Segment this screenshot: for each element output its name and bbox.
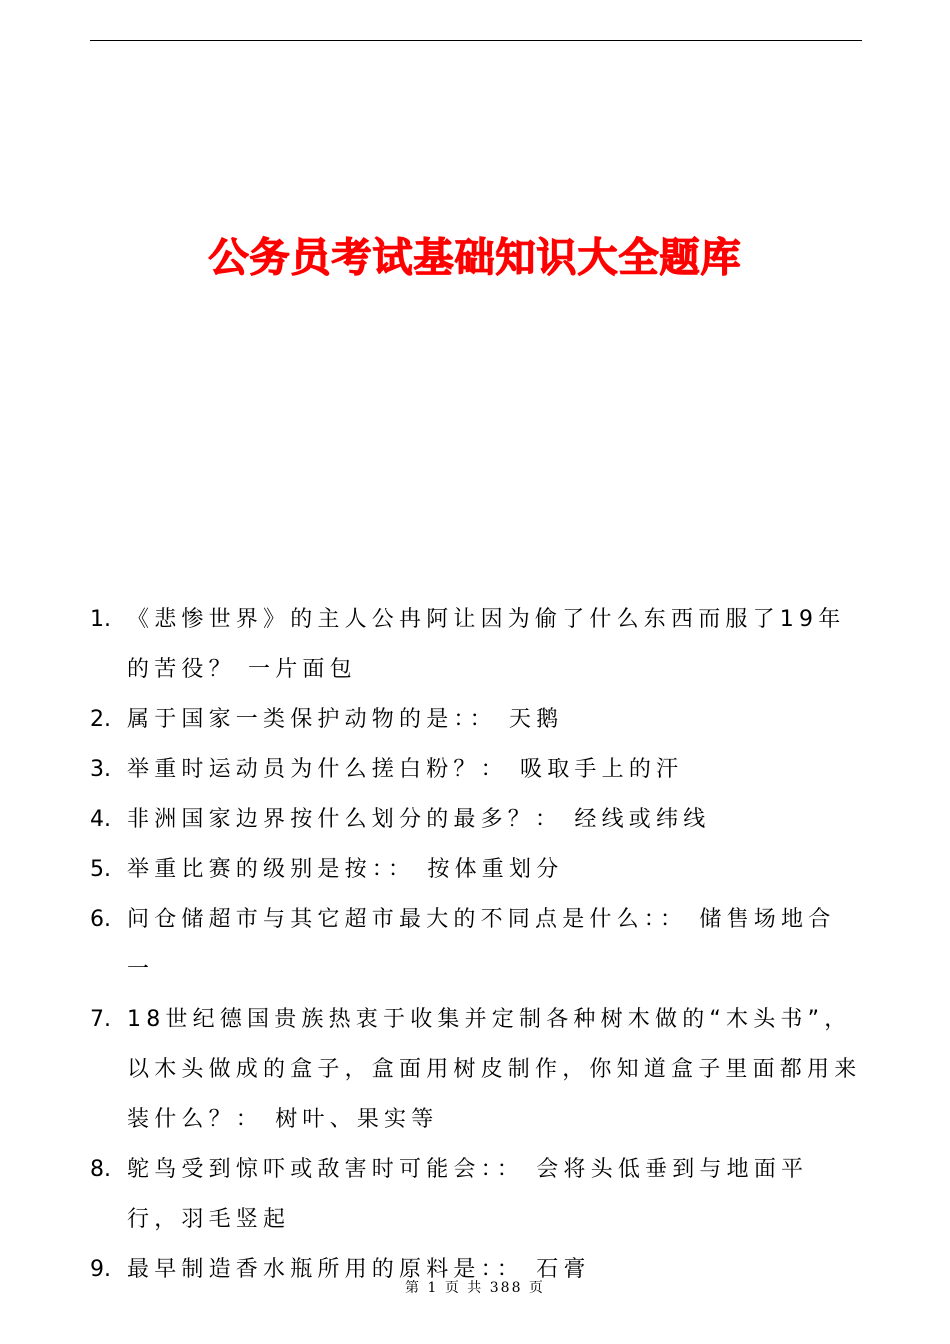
document-title: 公务员考试基础知识大全题库 <box>208 235 742 281</box>
list-item <box>90 595 862 695</box>
item-question: 举重时运动员为什么搓白粉？： <box>127 757 508 782</box>
item-number: 8. <box>90 1157 111 1182</box>
item-question: 举重比赛的级别是按：： <box>127 857 416 882</box>
item-answer: 吸取手上的汗 <box>520 757 684 782</box>
page-footer: 第 1 页 共 388 页 <box>405 1280 545 1296</box>
item-number: 6. <box>90 907 111 932</box>
item-number: 2. <box>90 707 111 732</box>
item-number: 1. <box>90 607 111 632</box>
item-answer: 经线或纬线 <box>574 807 711 832</box>
item-question: 最早制造香水瓶所用的原料是：： <box>127 1257 525 1282</box>
list-item <box>90 845 862 895</box>
item-answer: 石膏 <box>536 1257 591 1282</box>
item-question: 鸵鸟受到惊吓或敌害时可能会：： <box>127 1157 525 1182</box>
question-list <box>90 595 862 1295</box>
list-item <box>90 895 862 995</box>
item-question: 问仓储超市与其它超市最大的不同点是什么：： <box>127 907 688 932</box>
header-rule <box>90 40 862 41</box>
item-number: 3. <box>90 757 111 782</box>
item-number: 4. <box>90 807 111 832</box>
list-item <box>90 995 862 1145</box>
list-item <box>90 745 862 795</box>
list-item <box>90 795 862 845</box>
item-number: 7. <box>90 1007 111 1032</box>
item-question: 18世纪德国贵族热衷于收集并定制各种树木做的“木头书”，以木头做成的盒子，盒面用树皮制作，你知道盒子里面都用来装什么？： <box>127 1007 862 1132</box>
item-answer: 按体重划分 <box>427 857 564 882</box>
item-number: 5. <box>90 857 111 882</box>
item-question: 《悲惨世界》的主人公冉阿让因为偷了什么东西而服了19年的苦役？ <box>127 607 846 682</box>
list-item <box>90 1145 862 1245</box>
item-answer: 树叶、果实等 <box>275 1107 439 1132</box>
item-answer: 储售场地合一 <box>127 907 836 982</box>
item-question: 属于国家一类保护动物的是：： <box>127 707 497 732</box>
item-question: 非洲国家边界按什么划分的最多？： <box>127 807 563 832</box>
item-answer: 天鹅 <box>509 707 564 732</box>
item-answer: 一片面包 <box>248 657 357 682</box>
item-number: 9. <box>90 1257 111 1282</box>
item-answer: 会将头低垂到与地面平行，羽毛竖起 <box>127 1157 809 1232</box>
list-item <box>90 695 862 745</box>
